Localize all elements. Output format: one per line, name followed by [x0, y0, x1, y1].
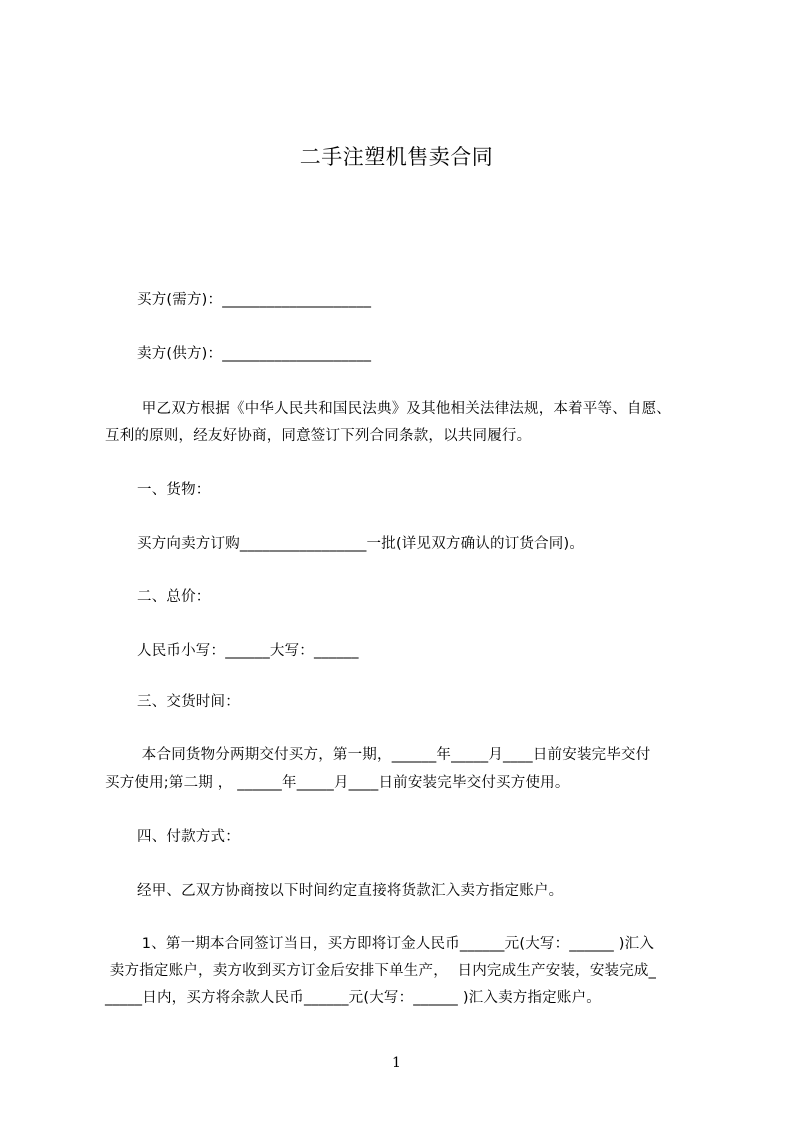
payment-clause-1-line-1: 1、第一期本合同签订当日，买方即将订金人民币______元(大写：______ )汇入 — [137, 936, 655, 952]
section-payment-heading: 四、付款方式： — [137, 829, 240, 845]
payment-clause-1-line-2: 卖方指定账户，卖方收到买方订金后安排下单生产， 日内完成生产安装，安装完成_ — [105, 963, 657, 979]
section-price-body: 人民币小写：______大写：______ — [137, 643, 359, 659]
section-goods-body: 买方向卖方订购_________________一批(详见双方确认的订货合同)。 — [137, 536, 585, 552]
buyer-line: 买方(需方)：____________________ — [137, 292, 372, 308]
section-delivery-line-1: 本合同货物分两期交付买方，第一期，______年_____月____日前安装完毕交付 — [137, 747, 651, 763]
section-delivery-heading: 三、交货时间： — [137, 694, 240, 710]
intro-paragraph-line-2: 互利的原则，经友好协商，同意签订下列合同条款，以共同履行。 — [105, 428, 532, 444]
intro-paragraph-line-1: 甲乙双方根据《中华人民共和国民法典》及其他相关法律法规，本着平等、自愿、 — [137, 401, 672, 417]
document-title: 二手注塑机售卖合同 — [299, 145, 494, 169]
seller-line: 卖方(供方)：____________________ — [137, 346, 372, 362]
section-price-heading: 二、总价： — [137, 589, 211, 605]
section-payment-body: 经甲、乙双方协商按以下时间约定直接将货款汇入卖方指定账户。 — [137, 883, 564, 899]
payment-clause-1-line-3: _____日内，买方将余款人民币______元(大写：______ )汇入卖方指定账户。 — [105, 990, 601, 1006]
page-number: 1 — [392, 1055, 401, 1071]
section-delivery-line-2: 买方使用;第二期 ， ______年_____月____日前安装完毕交付买方使用。 — [105, 775, 570, 791]
section-goods-heading: 一、货物： — [137, 482, 211, 498]
